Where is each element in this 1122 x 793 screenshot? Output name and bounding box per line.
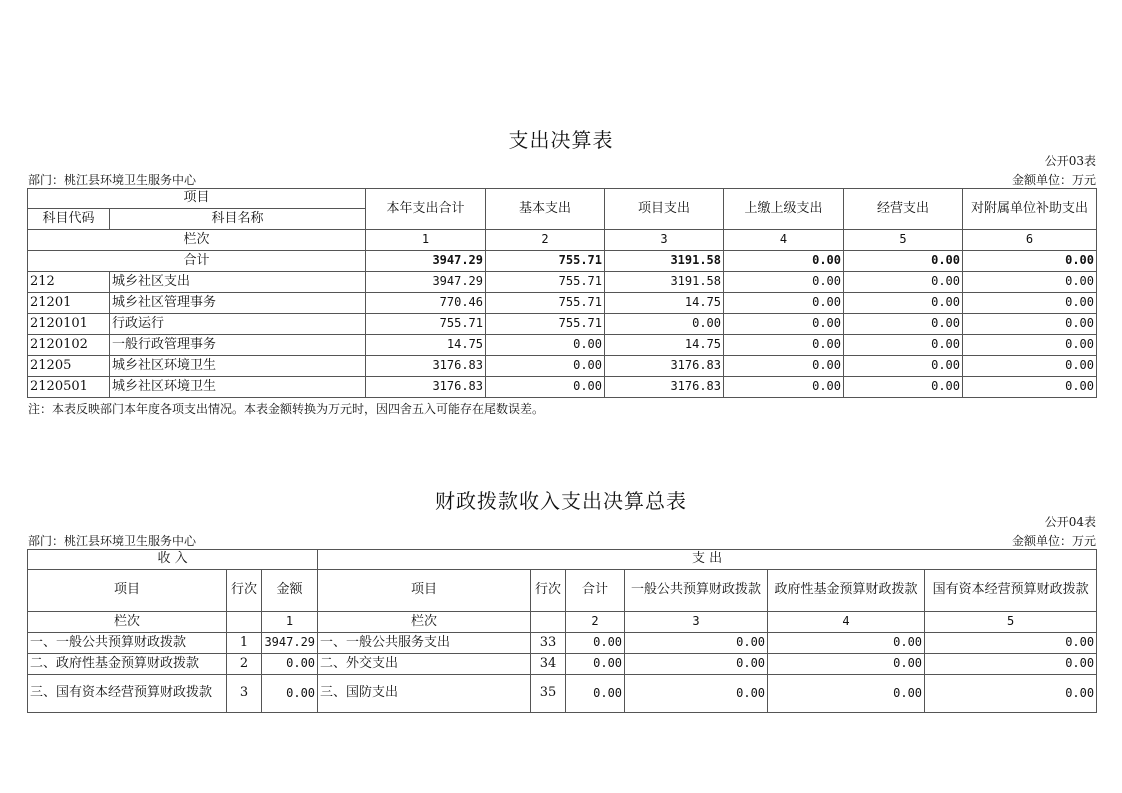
column-label: 栏次	[318, 612, 531, 633]
amount-cell: 0.00	[963, 272, 1097, 293]
column-number: 1	[366, 230, 486, 251]
subject-name: 城乡社区支出	[110, 272, 366, 293]
amount-cell: 0.00	[963, 377, 1097, 398]
subject-code: 21205	[28, 356, 110, 377]
income-line: 2	[227, 654, 262, 675]
subject-code: 2120101	[28, 314, 110, 335]
amount-cell: 0.00	[844, 314, 963, 335]
amount-cell: 0.00	[724, 293, 844, 314]
subject-name: 一般行政管理事务	[110, 335, 366, 356]
amount-cell: 14.75	[366, 335, 486, 356]
table1-code: 公开03表	[1044, 154, 1096, 168]
column-number: 3	[625, 612, 768, 633]
expense-item: 三、国防支出	[318, 675, 531, 713]
header-basic: 基本支出	[486, 189, 605, 230]
expense-item: 一、一般公共服务支出	[318, 633, 531, 654]
table2-title: 财政拨款收入支出决算总表	[435, 489, 687, 513]
expense-line: 33	[531, 633, 566, 654]
column-number: 1	[262, 612, 318, 633]
column-label: 栏次	[28, 230, 366, 251]
header-total: 本年支出合计	[366, 189, 486, 230]
amount-cell: 0.00	[486, 377, 605, 398]
amount-cell: 770.46	[366, 293, 486, 314]
table-row	[28, 675, 1097, 713]
amount-cell: 3191.58	[605, 272, 724, 293]
header-expense: 支 出	[318, 550, 1097, 570]
amount-cell: 3176.83	[366, 356, 486, 377]
header-subsidy: 对附属单位补助支出	[963, 189, 1097, 230]
header-project: 项目支出	[605, 189, 724, 230]
table1-title: 支出决算表	[508, 128, 614, 152]
expense-line: 35	[531, 675, 566, 713]
column-number: 6	[963, 230, 1097, 251]
column-number-row	[28, 612, 1097, 633]
subject-name: 城乡社区环境卫生	[110, 356, 366, 377]
column-number: 5	[925, 612, 1097, 633]
sum-row	[28, 251, 1097, 272]
income-amount: 0.00	[262, 654, 318, 675]
header-state-capital: 国有资本经营预算财政拨款	[925, 570, 1097, 612]
income-amount: 0.00	[262, 675, 318, 713]
table-row	[28, 272, 1097, 293]
fiscal-summary-table	[27, 549, 1097, 713]
header-general-budget: 一般公共预算财政拨款	[625, 570, 768, 612]
table1-note: 注：本表反映部门本年度各项支出情况。本表金额转换为万元时，因四舍五入可能存在尾数误差。	[28, 402, 545, 416]
amount-cell: 0.00	[844, 335, 963, 356]
subject-name: 城乡社区管理事务	[110, 293, 366, 314]
header-income: 收 入	[28, 550, 318, 570]
subject-name: 城乡社区环境卫生	[110, 377, 366, 398]
amount-cell: 0.00	[605, 314, 724, 335]
amount-cell: 0.00	[963, 335, 1097, 356]
amount-cell: 755.71	[486, 272, 605, 293]
amount-cell: 14.75	[605, 335, 724, 356]
income-item: 一、一般公共预算财政拨款	[28, 633, 227, 654]
column-number: 2	[566, 612, 625, 633]
subject-code: 212	[28, 272, 110, 293]
header-expense-total: 合计	[566, 570, 625, 612]
amount-cell: 0.00	[566, 654, 625, 675]
expense-item: 二、外交支出	[318, 654, 531, 675]
amount-cell: 14.75	[605, 293, 724, 314]
amount-cell: 0.00	[925, 633, 1097, 654]
amount-cell: 0.00	[844, 356, 963, 377]
table-row	[28, 633, 1097, 654]
sum-label: 合计	[28, 251, 366, 272]
table2-code: 公开04表	[1044, 515, 1096, 529]
income-item: 三、国有资本经营预算财政拨款	[28, 675, 227, 713]
header-expense-item: 项目	[318, 570, 531, 612]
expenditure-table	[27, 188, 1097, 398]
header-government-fund: 政府性基金预算财政拨款	[768, 570, 925, 612]
table-row	[28, 356, 1097, 377]
amount-cell: 0.00	[925, 675, 1097, 713]
amount-cell: 3176.83	[605, 377, 724, 398]
sum-value: 3947.29	[366, 251, 486, 272]
expense-line: 34	[531, 654, 566, 675]
sum-value: 0.00	[724, 251, 844, 272]
amount-cell: 0.00	[768, 633, 925, 654]
amount-cell: 0.00	[625, 633, 768, 654]
amount-cell: 0.00	[566, 633, 625, 654]
amount-cell: 0.00	[566, 675, 625, 713]
amount-cell: 0.00	[625, 675, 768, 713]
amount-cell: 3947.29	[366, 272, 486, 293]
table-row	[28, 377, 1097, 398]
amount-cell: 0.00	[844, 293, 963, 314]
column-number: 5	[844, 230, 963, 251]
column-number: 3	[605, 230, 724, 251]
amount-cell: 0.00	[486, 335, 605, 356]
header-upper: 上缴上级支出	[724, 189, 844, 230]
table-row	[28, 335, 1097, 356]
table1-department: 部门：桃江县环境卫生服务中心	[28, 173, 197, 187]
sum-value: 0.00	[963, 251, 1097, 272]
amount-cell: 0.00	[768, 654, 925, 675]
column-number: 4	[768, 612, 925, 633]
amount-cell: 3176.83	[366, 377, 486, 398]
table2-department: 部门：桃江县环境卫生服务中心	[28, 534, 197, 548]
amount-cell: 0.00	[963, 293, 1097, 314]
amount-cell: 0.00	[724, 377, 844, 398]
amount-cell: 0.00	[724, 356, 844, 377]
header-code: 科目代码	[28, 209, 110, 230]
table1-unit: 金额单位：万元	[1011, 173, 1096, 187]
table-row	[28, 314, 1097, 335]
amount-cell: 0.00	[724, 272, 844, 293]
amount-cell: 0.00	[625, 654, 768, 675]
amount-cell: 0.00	[844, 377, 963, 398]
amount-cell: 0.00	[963, 314, 1097, 335]
amount-cell: 0.00	[963, 356, 1097, 377]
table2-unit: 金额单位：万元	[1011, 534, 1096, 548]
amount-cell: 0.00	[768, 675, 925, 713]
table-row	[28, 654, 1097, 675]
income-item: 二、政府性基金预算财政拨款	[28, 654, 227, 675]
subject-code: 21201	[28, 293, 110, 314]
header-business: 经营支出	[844, 189, 963, 230]
amount-cell: 755.71	[486, 293, 605, 314]
header-expense-line: 行次	[531, 570, 566, 612]
header-income-line: 行次	[227, 570, 262, 612]
column-number: 4	[724, 230, 844, 251]
column-number-row	[28, 230, 1097, 251]
header-name: 科目名称	[110, 209, 366, 230]
table-row	[28, 293, 1097, 314]
income-amount: 3947.29	[262, 633, 318, 654]
income-line: 1	[227, 633, 262, 654]
amount-cell: 0.00	[486, 356, 605, 377]
column-label: 栏次	[28, 612, 227, 633]
sum-value: 755.71	[486, 251, 605, 272]
header-income-item: 项目	[28, 570, 227, 612]
income-line: 3	[227, 675, 262, 713]
subject-code: 2120102	[28, 335, 110, 356]
amount-cell: 3176.83	[605, 356, 724, 377]
sum-value: 3191.58	[605, 251, 724, 272]
subject-code: 2120501	[28, 377, 110, 398]
amount-cell: 0.00	[925, 654, 1097, 675]
amount-cell: 0.00	[844, 272, 963, 293]
amount-cell: 0.00	[724, 335, 844, 356]
amount-cell: 755.71	[366, 314, 486, 335]
amount-cell: 755.71	[486, 314, 605, 335]
header-income-amount: 金额	[262, 570, 318, 612]
subject-name: 行政运行	[110, 314, 366, 335]
column-number: 2	[486, 230, 605, 251]
header-item: 项目	[28, 189, 366, 209]
sum-value: 0.00	[844, 251, 963, 272]
amount-cell: 0.00	[724, 314, 844, 335]
